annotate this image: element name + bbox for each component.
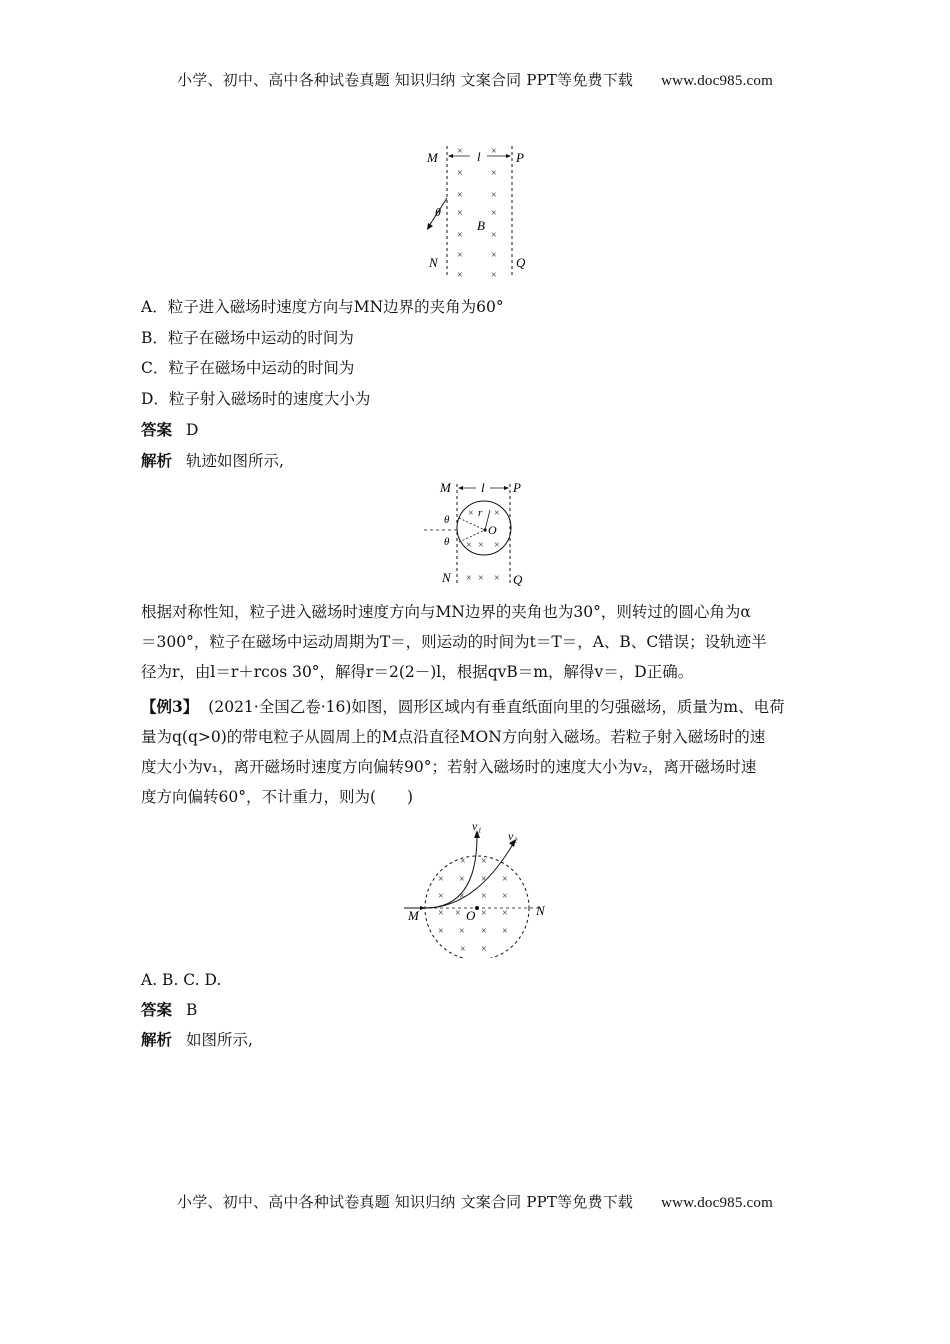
svg-text:×: × <box>466 573 472 584</box>
figure-circular-field <box>400 818 555 958</box>
option-1C: C．粒子在磁场中运动的时间为 <box>141 359 355 377</box>
label-v1: v₁ <box>472 819 482 833</box>
svg-text:×: × <box>491 270 497 281</box>
label-B: B <box>477 218 485 233</box>
figure-trajectory <box>420 478 535 590</box>
options-3: A. B. C. D. <box>141 971 222 989</box>
analysis-text: 如图所示, <box>186 1031 253 1049</box>
header-text: 小学、初中、高中各种试卷真题 知识归纳 文案合同 PPT等免费下载 <box>177 71 634 89</box>
label-M: M <box>427 150 438 165</box>
svg-text:×: × <box>502 908 508 919</box>
example-line-3: 度大小为v₁，离开磁场时速度方向偏转90°；若射入磁场时的速度大小为v₂，离开磁场时速 <box>141 758 757 776</box>
svg-text:×: × <box>481 856 487 867</box>
analysis-label: 解析 <box>141 1030 173 1049</box>
label-N: N <box>429 255 438 270</box>
analysis-text: 轨迹如图所示, <box>186 452 284 470</box>
option-1A: A．粒子进入磁场时速度方向与MN边界的夹角为60° <box>141 298 504 316</box>
label-Q: Q <box>516 255 526 270</box>
svg-text:×: × <box>466 540 472 551</box>
label-theta-1: θ <box>444 514 450 526</box>
field-crosses <box>457 146 497 281</box>
svg-text:×: × <box>481 908 487 919</box>
label-P: P <box>513 480 521 495</box>
answer-label: 答案 <box>141 1000 173 1019</box>
svg-text:×: × <box>457 190 463 201</box>
analysis-1 <box>141 451 284 471</box>
svg-text:×: × <box>491 250 497 261</box>
example-line-4: 度方向偏转60°，不计重力，则为( ) <box>141 788 414 806</box>
svg-text:×: × <box>457 270 463 281</box>
svg-text:×: × <box>481 891 487 902</box>
svg-text:×: × <box>481 926 487 937</box>
svg-text:×: × <box>457 250 463 261</box>
svg-text:×: × <box>491 230 497 241</box>
label-M: M <box>408 908 419 923</box>
svg-text:×: × <box>481 874 487 885</box>
page-header <box>0 69 950 90</box>
svg-text:×: × <box>491 146 497 157</box>
svg-text:×: × <box>438 926 444 937</box>
example-line-1: 【例3】 (2021·全国乙卷·16)如图，圆形区域内有垂直纸面向里的匀强磁场，质量为m、电荷 <box>141 697 785 716</box>
solution-line-3: 径为r，由l＝r＋rcos 30°，解得r＝2(2－)l，根据qvB＝m，解得v＝，D正确。 <box>141 663 694 681</box>
analysis-label: 解析 <box>141 451 173 470</box>
svg-text:×: × <box>460 944 466 955</box>
footer-text: 小学、初中、高中各种试卷真题 知识归纳 文案合同 PPT等免费下载 <box>177 1193 634 1211</box>
answer-value: D <box>186 421 199 439</box>
label-N: N <box>536 903 545 918</box>
svg-text:×: × <box>481 944 487 955</box>
label-O: O <box>488 523 497 537</box>
analysis-3 <box>141 1030 253 1050</box>
svg-text:×: × <box>459 926 465 937</box>
svg-text:×: × <box>478 573 484 584</box>
svg-text:×: × <box>459 891 465 902</box>
answer-value: B <box>186 1001 198 1019</box>
label-theta: θ <box>435 205 441 219</box>
svg-text:×: × <box>438 874 444 885</box>
svg-text:×: × <box>494 508 500 519</box>
option-1B: B．粒子在磁场中运动的时间为 <box>141 329 354 347</box>
svg-text:×: × <box>502 891 508 902</box>
example-line-2: 量为q(q>0)的带电粒子从圆周上的M点沿直径MON方向射入磁场。若粒子射入磁场时的速 <box>141 728 766 746</box>
option-1D: D．粒子射入磁场时的速度大小为 <box>141 390 371 408</box>
example-label: 【例3】 <box>141 697 199 716</box>
svg-text:×: × <box>438 908 444 919</box>
svg-text:×: × <box>457 168 463 179</box>
svg-text:×: × <box>502 874 508 885</box>
label-M: M <box>440 480 451 495</box>
svg-text:×: × <box>468 508 474 519</box>
label-N: N <box>442 570 451 585</box>
svg-text:×: × <box>457 146 463 157</box>
svg-text:×: × <box>491 168 497 179</box>
label-l: l <box>481 480 485 495</box>
label-theta-2: θ <box>444 536 450 548</box>
svg-text:×: × <box>457 208 463 219</box>
label-Q: Q <box>513 572 523 587</box>
page-footer <box>0 1191 950 1212</box>
svg-text:×: × <box>460 856 466 867</box>
label-P: P <box>516 150 524 165</box>
svg-text:×: × <box>502 926 508 937</box>
svg-text:×: × <box>459 874 465 885</box>
svg-text:×: × <box>494 573 500 584</box>
answer-3 <box>141 1000 197 1020</box>
svg-text:×: × <box>457 230 463 241</box>
svg-text:×: × <box>438 891 444 902</box>
solution-line-2: ＝300°，粒子在磁场中运动周期为T＝，则运动的时间为t＝T＝，A、B、C错误；设轨迹半 <box>141 633 767 651</box>
svg-text:×: × <box>494 540 500 551</box>
label-l: l <box>477 149 481 164</box>
label-r: r <box>478 507 483 519</box>
example-3 <box>141 692 811 812</box>
label-v2: v₂ <box>508 829 518 843</box>
header-site: www.doc985.com <box>661 73 773 89</box>
answer-1 <box>141 420 198 440</box>
solution-line-1: 根据对称性知，粒子进入磁场时速度方向与MN边界的夹角也为30°，则转过的圆心角为α <box>141 603 751 621</box>
figure-magnetic-strip <box>415 140 535 282</box>
svg-text:×: × <box>455 908 461 919</box>
svg-text:×: × <box>478 540 484 551</box>
solution-1 <box>141 597 811 687</box>
answer-label: 答案 <box>141 420 173 439</box>
label-O: O <box>466 908 476 923</box>
footer-site: www.doc985.com <box>661 1195 773 1211</box>
svg-text:×: × <box>491 208 497 219</box>
svg-text:×: × <box>491 190 497 201</box>
